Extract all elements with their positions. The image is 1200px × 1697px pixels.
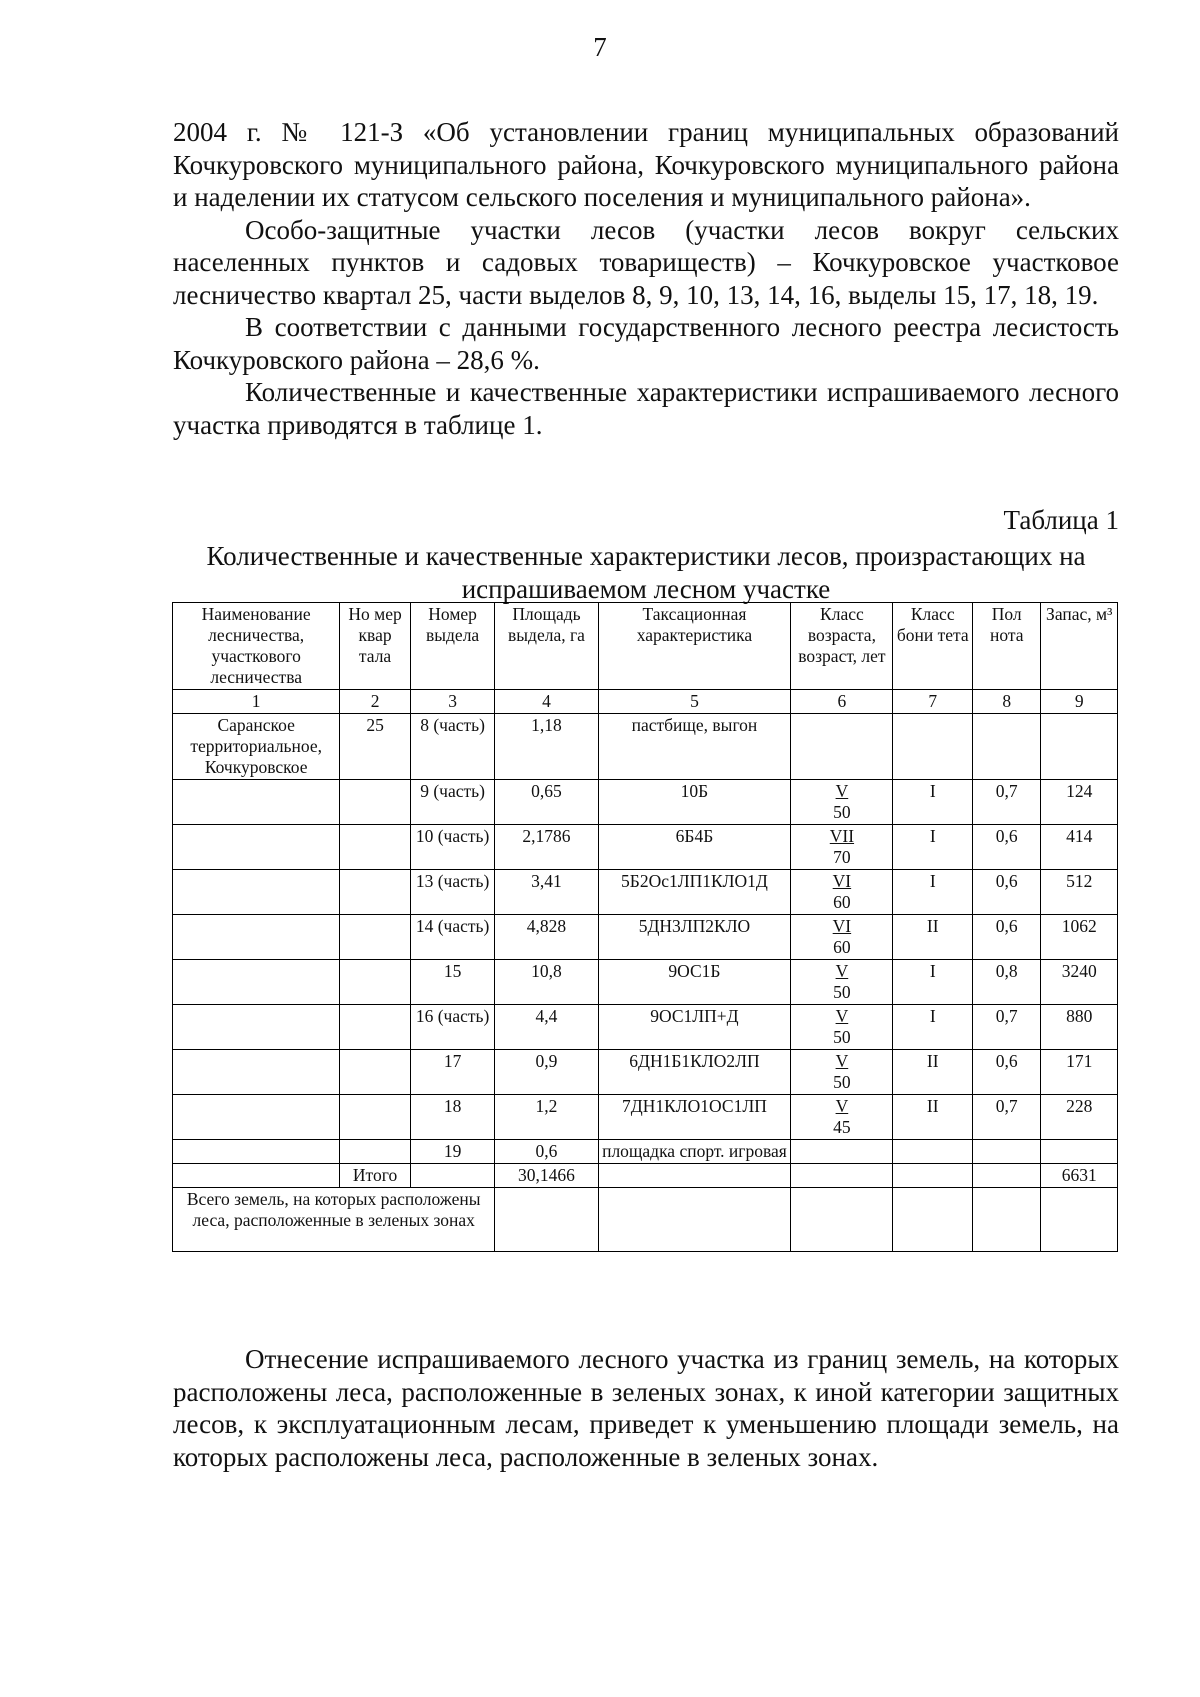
paragraph-protected-areas: Особо-защитные участки лесов (участки лесов вокруг сельских населенных пунктов и садовых товариществ) – Кочкуровское участковое лесничество квартал 25, части выделов 8, 9, 10, 13, 14, 16, выделы 15, 17, 18, 19. xyxy=(173,214,1119,310)
age-class: VII xyxy=(829,826,855,846)
age-class: V xyxy=(835,781,849,801)
density-cell xyxy=(973,714,1041,780)
empty-cell xyxy=(791,1188,893,1252)
plot-cell: 8 (часть) xyxy=(410,714,495,780)
column-number-cell: 9 xyxy=(1041,690,1118,714)
forestry-cell xyxy=(173,870,340,915)
area-cell: 1,2 xyxy=(495,1095,598,1140)
forestry-cell xyxy=(173,1095,340,1140)
age-cell xyxy=(791,870,893,915)
table-row xyxy=(173,1140,1118,1164)
column-number-cell: 4 xyxy=(495,690,598,714)
table-caption: Количественные и качественные характеристики лесов, произрастающих на испрашиваемом лесном участке xyxy=(206,541,1086,604)
density-cell: 0,6 xyxy=(973,915,1041,960)
total-area: 30,1466 xyxy=(495,1164,598,1188)
age-years: 50 xyxy=(833,802,851,822)
plot-cell: 16 (часть) xyxy=(410,1005,495,1050)
bonitet-cell: II xyxy=(893,1095,973,1140)
table-row xyxy=(173,960,1118,1005)
empty-cell xyxy=(893,1188,973,1252)
area-cell: 2,1786 xyxy=(495,825,598,870)
density-cell: 0,7 xyxy=(973,1095,1041,1140)
header-cell: Пол нота xyxy=(973,603,1041,690)
empty-cell xyxy=(410,1164,495,1188)
page-number: 7 xyxy=(593,32,607,62)
table-row xyxy=(173,714,1118,780)
area-cell: 1,18 xyxy=(495,714,598,780)
table-row xyxy=(173,825,1118,870)
taxation-cell: 10Б xyxy=(598,780,791,825)
age-class: V xyxy=(835,1006,849,1026)
column-number-cell: 3 xyxy=(410,690,495,714)
age-years: 45 xyxy=(833,1117,851,1137)
quarter-cell xyxy=(340,960,410,1005)
column-number-cell: 6 xyxy=(791,690,893,714)
forest-characteristics-table xyxy=(172,602,1118,1252)
age-class: VI xyxy=(832,871,852,891)
quarter-cell xyxy=(340,1005,410,1050)
quarter-cell xyxy=(340,870,410,915)
taxation-cell: 9ОС1ЛП+Д xyxy=(598,1005,791,1050)
quarter-cell xyxy=(340,780,410,825)
area-cell: 4,4 xyxy=(495,1005,598,1050)
quarter-cell xyxy=(340,1050,410,1095)
header-cell: Номер выдела xyxy=(410,603,495,690)
green-zone-row xyxy=(173,1188,1118,1252)
forestry-cell xyxy=(173,780,340,825)
stock-cell: 512 xyxy=(1041,870,1118,915)
stock-cell: 171 xyxy=(1041,1050,1118,1095)
forestry-cell xyxy=(173,825,340,870)
total-label: Итого xyxy=(340,1164,410,1188)
bonitet-cell: I xyxy=(893,825,973,870)
quarter-cell xyxy=(340,1140,410,1164)
bonitet-cell: II xyxy=(893,1050,973,1095)
forestry-cell xyxy=(173,1140,340,1164)
column-number-cell: 8 xyxy=(973,690,1041,714)
empty-cell xyxy=(973,1164,1041,1188)
body-text-bottom xyxy=(173,1343,1119,1473)
paragraph-forest-cover: В соответствии с данными государственного лесного реестра лесистость Кочкуровского района – 28,6 %. xyxy=(173,312,1119,375)
taxation-cell: 7ДН1КЛО1ОС1ЛП xyxy=(598,1095,791,1140)
taxation-cell: 6Б4Б xyxy=(598,825,791,870)
table-row xyxy=(173,915,1118,960)
paragraph-conclusion: Отнесение испрашиваемого лесного участка из границ земель, на которых расположены леса, расположенные в зеленых зонах, к иной категории защитных лесов, к эксплуатационным лесам, приведет к уменьшению площади земель, на которых расположены леса, расположенные в зеленых зонах. xyxy=(173,1344,1119,1472)
bonitet-cell: I xyxy=(893,870,973,915)
quarter-cell xyxy=(340,915,410,960)
bonitet-cell: I xyxy=(893,960,973,1005)
taxation-cell: 5ДН3ЛП2КЛО xyxy=(598,915,791,960)
header-cell: Но мер квар тала xyxy=(340,603,410,690)
age-cell xyxy=(791,1050,893,1095)
plot-cell: 9 (часть) xyxy=(410,780,495,825)
total-row xyxy=(173,1164,1118,1188)
table-row xyxy=(173,870,1118,915)
density-cell: 0,6 xyxy=(973,825,1041,870)
age-cell xyxy=(791,915,893,960)
plot-cell: 10 (часть) xyxy=(410,825,495,870)
age-cell xyxy=(791,780,893,825)
column-number-row xyxy=(173,690,1118,714)
total-stock: 6631 xyxy=(1041,1164,1118,1188)
density-cell: 0,6 xyxy=(973,870,1041,915)
area-cell: 3,41 xyxy=(495,870,598,915)
empty-cell xyxy=(598,1188,791,1252)
bonitet-cell: I xyxy=(893,1005,973,1050)
bonitet-cell xyxy=(893,714,973,780)
stock-cell: 124 xyxy=(1041,780,1118,825)
plot-cell: 15 xyxy=(410,960,495,1005)
bonitet-cell: I xyxy=(893,780,973,825)
density-cell xyxy=(973,1140,1041,1164)
age-class: VI xyxy=(832,916,852,936)
empty-cell xyxy=(173,1164,340,1188)
header-cell: Таксационная характеристика xyxy=(598,603,791,690)
header-cell: Площадь выдела, га xyxy=(495,603,598,690)
table-row xyxy=(173,780,1118,825)
stock-cell: 1062 xyxy=(1041,915,1118,960)
forestry-cell xyxy=(173,960,340,1005)
area-cell: 10,8 xyxy=(495,960,598,1005)
plot-cell: 18 xyxy=(410,1095,495,1140)
area-cell: 0,9 xyxy=(495,1050,598,1095)
density-cell: 0,7 xyxy=(973,780,1041,825)
age-class: V xyxy=(835,1096,849,1116)
age-class: V xyxy=(835,961,849,981)
header-cell: Запас, м³ xyxy=(1041,603,1118,690)
forestry-cell: Саранское территориальное, Кочкуровское xyxy=(173,714,340,780)
empty-cell xyxy=(598,1164,791,1188)
age-class: V xyxy=(835,1051,849,1071)
taxation-cell: 6ДН1Б1КЛО2ЛП xyxy=(598,1050,791,1095)
age-cell xyxy=(791,1005,893,1050)
age-years: 50 xyxy=(833,1072,851,1092)
quarter-cell xyxy=(340,825,410,870)
column-number-cell: 5 xyxy=(598,690,791,714)
header-cell: Класс возраста, возраст, лет xyxy=(791,603,893,690)
empty-cell xyxy=(1041,1188,1118,1252)
stock-cell xyxy=(1041,1140,1118,1164)
bonitet-cell: II xyxy=(893,915,973,960)
paragraph-law-reference: 2004 г. № 121-З «Об установлении границ муниципальных образований Кочкуровского муниципального района, Кочкуровского муниципального района и наделении их статусом сельского поселения и муниципального района». xyxy=(173,117,1119,212)
quarter-cell xyxy=(340,1095,410,1140)
forestry-cell xyxy=(173,915,340,960)
empty-cell xyxy=(973,1188,1041,1252)
stock-cell xyxy=(1041,714,1118,780)
table-header-row xyxy=(173,603,1118,690)
stock-cell: 414 xyxy=(1041,825,1118,870)
area-cell: 4,828 xyxy=(495,915,598,960)
table-body xyxy=(173,714,1118,1252)
column-number-cell: 1 xyxy=(173,690,340,714)
age-years: 50 xyxy=(833,1027,851,1047)
age-years: 50 xyxy=(833,982,851,1002)
table-row xyxy=(173,1095,1118,1140)
stock-cell: 228 xyxy=(1041,1095,1118,1140)
taxation-cell: 9ОС1Б xyxy=(598,960,791,1005)
taxation-cell: пастбище, выгон xyxy=(598,714,791,780)
empty-cell xyxy=(791,1164,893,1188)
density-cell: 0,7 xyxy=(973,1005,1041,1050)
age-years: 60 xyxy=(833,892,851,912)
table-row xyxy=(173,1050,1118,1095)
header-cell: Наименование лесничества, участкового лесничества xyxy=(173,603,340,690)
age-cell xyxy=(791,714,893,780)
age-years: 60 xyxy=(833,937,851,957)
age-years: 70 xyxy=(833,847,851,867)
forestry-cell xyxy=(173,1005,340,1050)
paragraph-table-intro: Количественные и качественные характеристики испрашиваемого лесного участка приводятся в таблице 1. xyxy=(173,377,1119,440)
empty-cell xyxy=(893,1164,973,1188)
stock-cell: 3240 xyxy=(1041,960,1118,1005)
quarter-cell: 25 xyxy=(340,714,410,780)
area-cell: 0,6 xyxy=(495,1140,598,1164)
body-text-top xyxy=(173,116,1119,441)
taxation-cell: площадка спорт. игровая xyxy=(598,1140,791,1164)
column-number-cell: 7 xyxy=(893,690,973,714)
green-zone-label: Всего земель, на которых расположены леса, расположенные в зеленых зонах xyxy=(173,1188,495,1252)
header-cell: Класс бони тета xyxy=(893,603,973,690)
age-cell xyxy=(791,1095,893,1140)
plot-cell: 19 xyxy=(410,1140,495,1164)
column-number-cell: 2 xyxy=(340,690,410,714)
empty-cell xyxy=(495,1188,598,1252)
age-cell xyxy=(791,825,893,870)
forestry-cell xyxy=(173,1050,340,1095)
area-cell: 0,65 xyxy=(495,780,598,825)
density-cell: 0,6 xyxy=(973,1050,1041,1095)
plot-cell: 14 (часть) xyxy=(410,915,495,960)
age-cell xyxy=(791,1140,893,1164)
plot-cell: 17 xyxy=(410,1050,495,1095)
density-cell: 0,8 xyxy=(973,960,1041,1005)
table-row xyxy=(173,1005,1118,1050)
age-cell xyxy=(791,960,893,1005)
taxation-cell: 5Б2Ос1ЛП1КЛО1Д xyxy=(598,870,791,915)
stock-cell: 880 xyxy=(1041,1005,1118,1050)
bonitet-cell xyxy=(893,1140,973,1164)
table-label: Таблица 1 xyxy=(1003,505,1119,535)
plot-cell: 13 (часть) xyxy=(410,870,495,915)
